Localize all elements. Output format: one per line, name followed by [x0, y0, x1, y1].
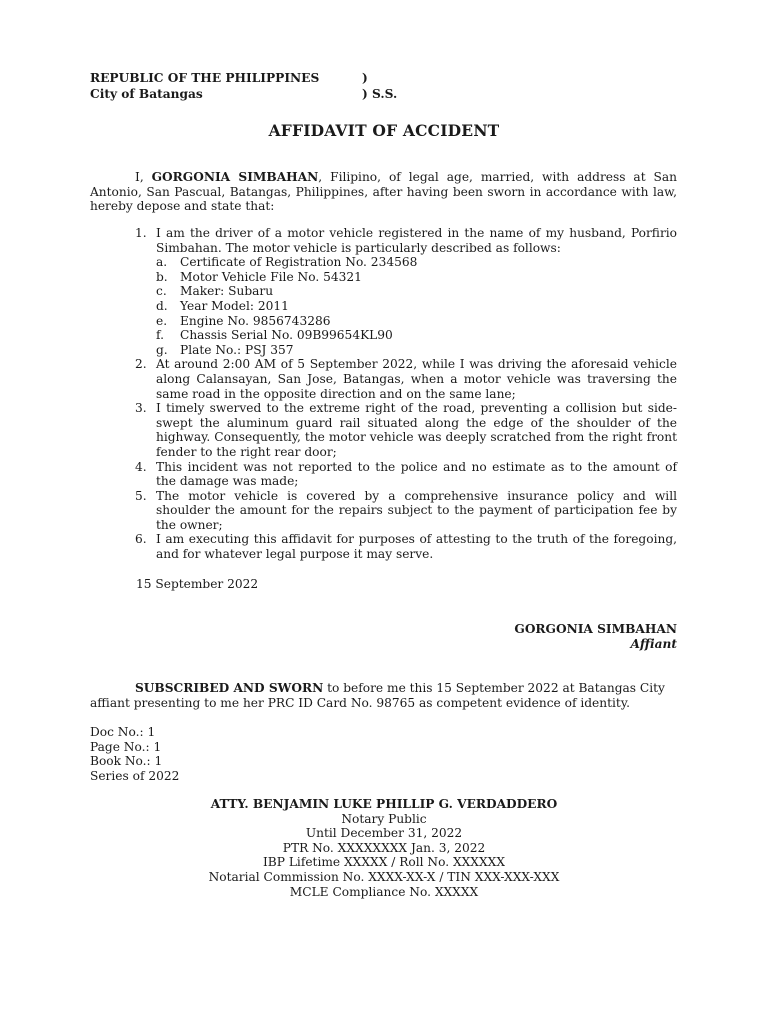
jurat-heading: SUBSCRIBED AND SWORN	[135, 681, 324, 695]
vehicle-detail	[156, 314, 677, 329]
notary-line: PTR No. XXXXXXXX Jan. 3, 2022	[282, 840, 486, 855]
book-number: Book No.: 1	[90, 754, 163, 769]
detail-letter: c.	[156, 284, 167, 299]
intro-text: , Filipino, of legal age, married, with address at San Antonio, San Pascual, Batangas, Philippines, after having been sworn in accordance with law, hereby depose and state that:	[90, 170, 677, 214]
statement-item-1	[90, 226, 677, 357]
statement-item-6	[90, 532, 677, 561]
statement-item-4	[90, 460, 677, 489]
vehicle-details-list	[156, 255, 677, 357]
notary-line: Notary Public	[341, 811, 427, 826]
detail-letter: g.	[156, 342, 168, 357]
item-number: 3.	[135, 401, 147, 416]
affiant-name-intro: GORGONIA SIMBAHAN	[151, 170, 319, 184]
item-text: This incident was not reported to the police and no estimate as to the amount of the damage was made;	[156, 459, 677, 489]
detail-text: Maker: Subaru	[180, 284, 274, 299]
statement-list	[90, 226, 677, 562]
detail-text: Motor Vehicle File No. 54321	[180, 269, 362, 284]
detail-text: Plate No.: PSJ 357	[180, 342, 294, 357]
detail-text: Certificate of Registration No. 234568	[180, 255, 418, 270]
detail-letter: e.	[156, 313, 168, 328]
detail-letter: a.	[156, 255, 168, 270]
notary-line: MCLE Compliance No. XXXXX	[289, 884, 479, 899]
vehicle-detail	[156, 284, 677, 299]
notarial-register-info	[90, 725, 179, 783]
statement-item-3	[90, 401, 677, 459]
item-number: 6.	[135, 532, 147, 547]
notary-line: Notarial Commission No. XXXX-XX-X / TIN XXX-XXX-XXX	[208, 869, 560, 884]
detail-letter: b.	[156, 269, 168, 284]
intro-paragraph	[90, 170, 677, 214]
item-text: At around 2:00 AM of 5 September 2022, while I was driving the aforesaid vehicle along Calansayan, San Jose, Batangas, when a motor vehicle was traversing the same road in the opposite direction and on the same lane;	[156, 357, 677, 401]
intro-prefix: I,	[135, 170, 152, 184]
vehicle-detail	[156, 343, 677, 358]
execution-date: 15 September 2022	[136, 577, 259, 591]
venue-caption	[90, 71, 410, 103]
vehicle-detail	[156, 328, 677, 343]
notary-block	[0, 797, 768, 899]
notary-line: IBP Lifetime XXXXX / Roll No. XXXXXX	[262, 855, 505, 870]
item-text: The motor vehicle is covered by a comprehensive insurance policy and will shoulder the amount for the repairs subject to the payment of participation fee by the owner;	[156, 488, 677, 532]
caption-bracket: )	[362, 71, 368, 85]
jurat-paragraph	[90, 681, 677, 710]
detail-text: Chassis Serial No. 09B99654KL90	[180, 328, 393, 343]
page-number: Page No.: 1	[90, 739, 162, 754]
detail-text: Engine No. 9856743286	[180, 313, 331, 328]
caption-ss: ) S.S.	[362, 87, 398, 101]
caption-republic: REPUBLIC OF THE PHILIPPINES	[90, 71, 320, 85]
signature-block	[514, 622, 677, 651]
notary-name: ATTY. BENJAMIN LUKE PHILLIP G. VERDADDERO	[210, 797, 558, 811]
document-title: AFFIDAVIT OF ACCIDENT	[268, 121, 500, 140]
statement-item-2	[90, 357, 677, 401]
item-number: 5.	[135, 488, 147, 503]
detail-text: Year Model: 2011	[180, 298, 289, 313]
item-number: 4.	[135, 459, 147, 474]
detail-letter: d.	[156, 298, 168, 313]
doc-number: Doc No.: 1	[90, 725, 156, 739]
series-year: Series of 2022	[90, 768, 180, 783]
jurat-text: to before me this 15 September 2022 at Batangas City affiant presenting to me her PRC ID Card No. 98765 as competent evidence of identity.	[90, 681, 665, 710]
caption-row-republic	[90, 71, 410, 87]
item-number: 1.	[135, 226, 147, 240]
affiant-name: GORGONIA SIMBAHAN	[514, 622, 677, 636]
item-text: I am executing this affidavit for purposes of attesting to the truth of the foregoing, and for whatever legal purpose it may serve.	[156, 532, 677, 562]
item-text: I am the driver of a motor vehicle registered in the name of my husband, Porfirio Simbahan. The motor vehicle is particularly described as follows:	[156, 226, 677, 255]
vehicle-detail	[156, 255, 677, 270]
caption-row-city	[90, 87, 410, 103]
item-text: I timely swerved to the extreme right of the road, preventing a collision but side-swept the aluminum guard rail situated along the edge of the shoulder of the highway. Consequently, the motor vehicle was deeply scratched from the right front fender to the right rear door;	[156, 401, 677, 459]
vehicle-detail	[156, 299, 677, 314]
item-number: 2.	[135, 357, 147, 372]
caption-city: City of Batangas	[90, 87, 203, 101]
detail-letter: f.	[156, 328, 164, 343]
notary-line: Until December 31, 2022	[305, 826, 463, 841]
vehicle-detail	[156, 270, 677, 285]
affiant-role: Affiant	[630, 636, 677, 651]
statement-item-5	[90, 489, 677, 533]
